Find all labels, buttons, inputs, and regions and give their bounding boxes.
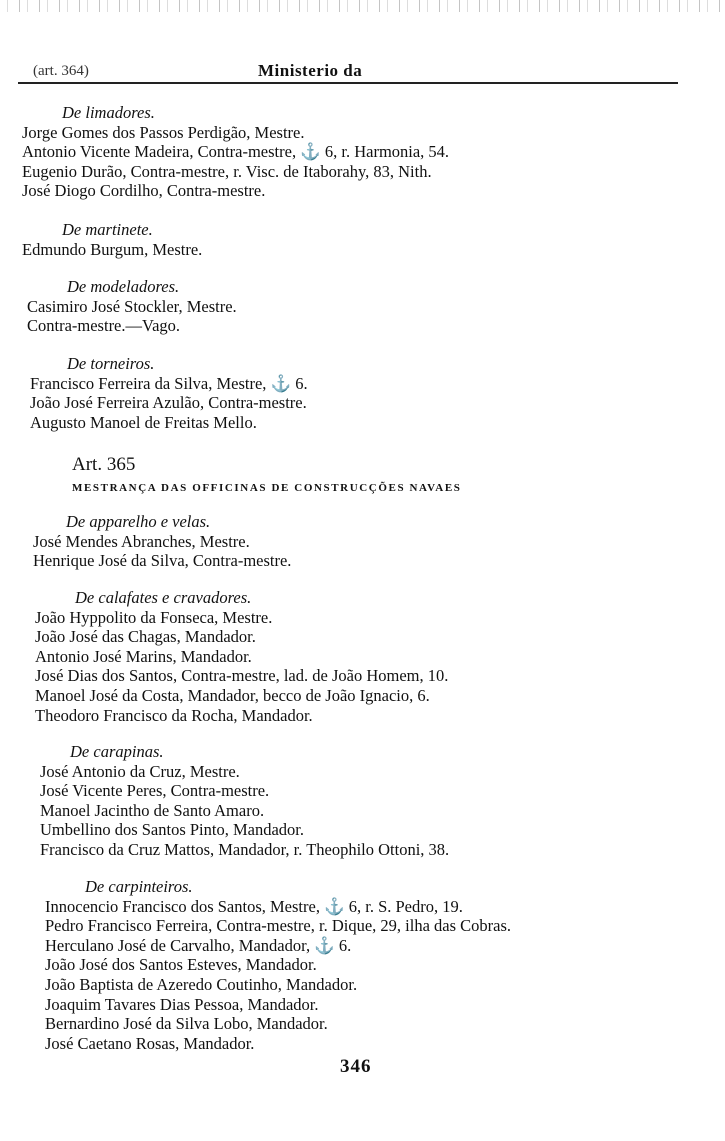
staff-entry: Casimiro José Stockler, Mestre. bbox=[27, 296, 237, 316]
staff-entry: Edmundo Burgum, Mestre. bbox=[22, 239, 203, 259]
staff-entry: José Mendes Abranches, Mestre. bbox=[33, 531, 250, 551]
staff-entry: João Baptista de Azeredo Coutinho, Mandador. bbox=[45, 974, 358, 994]
article-heading: Art. 365 bbox=[72, 454, 136, 475]
staff-entry: João José dos Santos Esteves, Mandador. bbox=[45, 955, 317, 975]
staff-entry: José Diogo Cordilho, Contra-mestre. bbox=[22, 181, 266, 201]
staff-entry: Theodoro Francisco da Rocha, Mandador. bbox=[35, 705, 313, 725]
staff-section bbox=[22, 220, 202, 259]
staff-section bbox=[30, 354, 308, 432]
staff-section bbox=[33, 512, 291, 571]
staff-entry: João Hyppolito da Fonseca, Mestre. bbox=[35, 607, 273, 627]
page-number: 346 bbox=[340, 1056, 372, 1077]
staff-section bbox=[45, 877, 511, 1053]
staff-entry: José Caetano Rosas, Mandador. bbox=[45, 1033, 255, 1053]
staff-entry: João José das Chagas, Mandador. bbox=[35, 627, 256, 647]
staff-section bbox=[22, 103, 449, 201]
staff-entry: Pedro Francisco Ferreira, Contra-mestre, r. Dique, 29, ilha das Cobras. bbox=[45, 916, 512, 936]
staff-section bbox=[35, 588, 448, 725]
staff-section bbox=[27, 277, 237, 336]
section-heading: De carpinteiros. bbox=[85, 877, 193, 896]
section-heading: De apparelho e velas. bbox=[66, 512, 211, 531]
staff-entry: Herculano José de Carvalho, Mandador, ⚓ 6. bbox=[45, 935, 352, 955]
running-header-reference: (art. 364) bbox=[33, 63, 89, 79]
staff-entry: Manoel José da Costa, Mandador, becco de João Ignacio, 6. bbox=[35, 685, 430, 705]
section-heading: De calafates e cravadores. bbox=[75, 588, 252, 607]
section-heading: De torneiros. bbox=[67, 354, 155, 373]
staff-entry: José Dias dos Santos, Contra-mestre, lad. de João Homem, 10. bbox=[35, 666, 449, 686]
scan-edge-noise bbox=[0, 0, 725, 12]
staff-entry: Antonio Vicente Madeira, Contra-mestre, ⚓ 6, r. Harmonia, 54. bbox=[22, 142, 450, 162]
staff-entry: Innocencio Francisco dos Santos, Mestre, ⚓ 6, r. S. Pedro, 19. bbox=[45, 896, 463, 916]
staff-entry: Henrique José da Silva, Contra-mestre. bbox=[33, 551, 292, 571]
section-heading: De carapinas. bbox=[70, 742, 164, 761]
section-heading: De martinete. bbox=[62, 220, 153, 239]
staff-entry: Francisco Ferreira da Silva, Mestre, ⚓ 6. bbox=[30, 373, 308, 393]
staff-entry: Francisco da Cruz Mattos, Mandador, r. Theophilo Ottoni, 38. bbox=[40, 839, 450, 859]
section-heading: De limadores. bbox=[62, 103, 155, 122]
staff-entry: Contra-mestre.—Vago. bbox=[27, 316, 181, 336]
staff-entry: João José Ferreira Azulão, Contra-mestre. bbox=[30, 393, 307, 413]
staff-section bbox=[40, 742, 449, 860]
staff-entry: Antonio José Marins, Mandador. bbox=[35, 646, 252, 666]
staff-entry: José Antonio da Cruz, Mestre. bbox=[40, 761, 240, 781]
staff-entry: Bernardino José da Silva Lobo, Mandador. bbox=[45, 1014, 328, 1034]
header-rule bbox=[18, 82, 678, 84]
staff-entry: Joaquim Tavares Dias Pessoa, Mandador. bbox=[45, 994, 319, 1014]
section-heading: De modeladores. bbox=[67, 277, 180, 296]
running-header-title: Ministerio da bbox=[258, 61, 363, 80]
article-subtitle: MESTRANÇA DAS OFFICINAS DE CONSTRUCÇÕES NAVAES bbox=[72, 482, 462, 494]
staff-entry: Manoel Jacintho de Santo Amaro. bbox=[40, 800, 265, 820]
staff-entry: Jorge Gomes dos Passos Perdigão, Mestre. bbox=[22, 122, 305, 142]
staff-entry: Eugenio Durão, Contra-mestre, r. Visc. de Itaborahy, 83, Nith. bbox=[22, 161, 432, 181]
staff-entry: Umbellino dos Santos Pinto, Mandador. bbox=[40, 820, 304, 840]
staff-entry: José Vicente Peres, Contra-mestre. bbox=[40, 781, 270, 801]
staff-entry: Augusto Manoel de Freitas Mello. bbox=[30, 412, 257, 432]
